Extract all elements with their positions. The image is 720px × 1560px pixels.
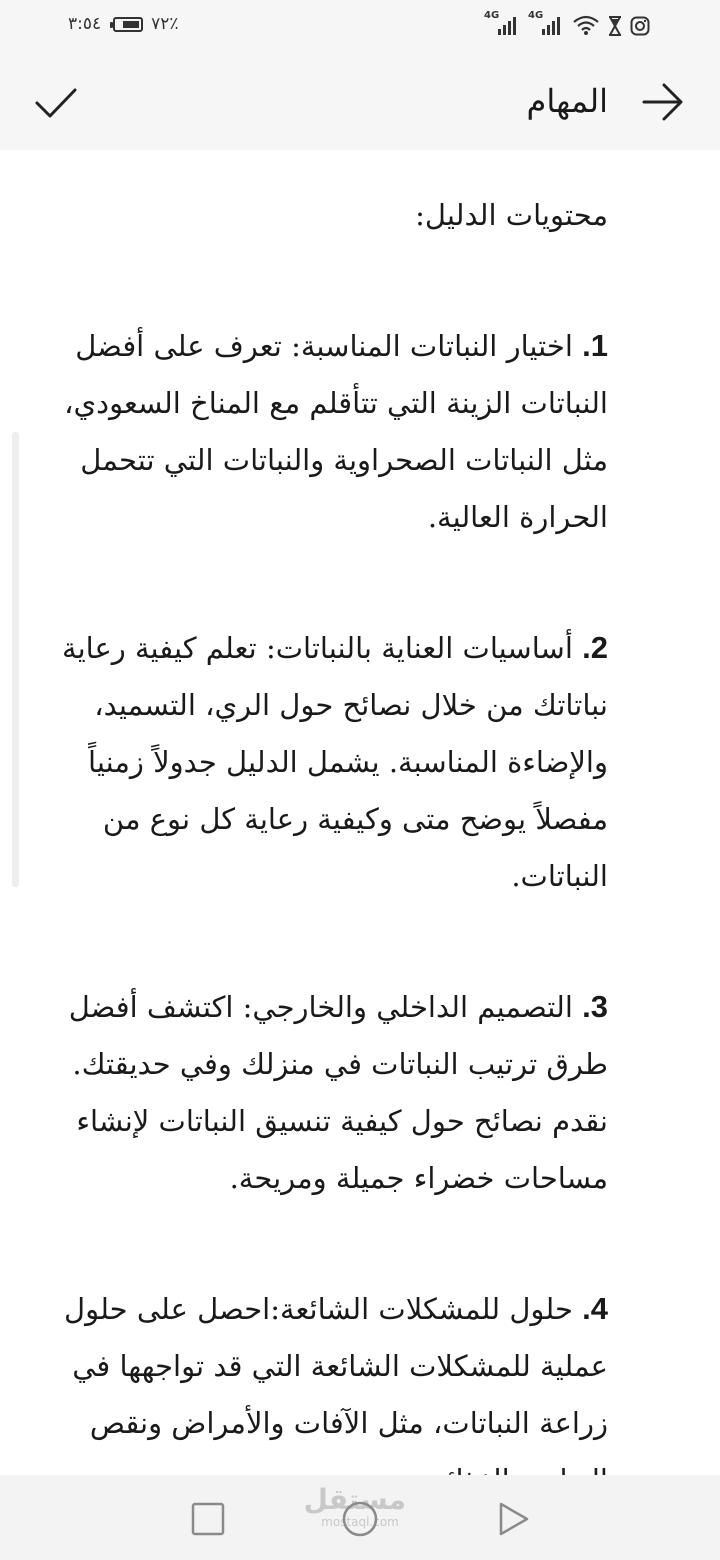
instagram-icon xyxy=(630,16,650,36)
confirm-button[interactable] xyxy=(32,78,80,126)
content-area xyxy=(38,150,608,1509)
battery-percent: ٧٢٪ xyxy=(151,14,179,34)
wifi-icon xyxy=(572,14,600,36)
status-bar xyxy=(0,0,720,52)
list-item-text: حلول للمشكلات الشائعة:احصل على حلول عملية للمشكلات الشائعة التي قد تواجهها في زراعة النباتات، مثل الآفات والأمراض ونقص xyxy=(64,1292,608,1440)
scrollbar[interactable] xyxy=(12,432,19,887)
list-item-text: اختيار النباتات المناسبة: تعرف على أفضل النباتات الزينة التي تتأقلم مع المناخ السعودي، مثل النباتات الصحراوية والنباتات التي تتحمل الحرارة العالية. xyxy=(64,329,608,534)
status-time: ٣:٥٤ xyxy=(68,14,102,34)
square-icon xyxy=(188,1499,228,1539)
list-item xyxy=(38,619,608,905)
status-left-group xyxy=(68,14,179,34)
home-button[interactable] xyxy=(340,1499,380,1539)
recents-button[interactable] xyxy=(188,1499,228,1539)
list-item xyxy=(38,317,608,546)
list-item-text: أساسيات العناية بالنباتات: تعلم كيفية رعاية نباتاتك من خلال نصائح حول الري، التسميد، والإضاءة المناسبة. يشمل الدليل جدولاً زمنياً مفصلاً يوضح متى وكيفية رعاية كل نوع من النباتات. xyxy=(62,631,608,893)
list-item-number: 4. xyxy=(582,1291,608,1326)
page-title: المهام xyxy=(526,82,608,120)
watermark-arabic: مستقل xyxy=(303,1483,406,1516)
battery-icon xyxy=(109,17,143,32)
content-heading: محتويات الدليل: xyxy=(415,198,608,232)
system-back-button[interactable] xyxy=(494,1499,534,1539)
circle-icon xyxy=(340,1499,380,1539)
app-bar xyxy=(0,52,720,150)
arrow-right-icon xyxy=(640,79,686,125)
list-item-number: 1. xyxy=(582,328,608,363)
list-item-number: 2. xyxy=(582,630,608,665)
network-label: 4G xyxy=(484,10,500,21)
triangle-back-icon xyxy=(494,1499,534,1539)
checkmark-icon xyxy=(32,78,80,126)
watermark-latin: mostaql.com xyxy=(321,1515,399,1529)
network-label-2: 4G xyxy=(528,10,544,21)
status-right-group xyxy=(484,10,650,36)
list-item-text: التصميم الداخلي والخارجي: اكتشف أفضل طرق ترتيب النباتات في منزلك وفي حديقتك. نقدم نصائح حول كيفية تنسيق النباتات لإنشاء مساحات خضراء جميلة ومريحة. xyxy=(68,990,608,1195)
back-button[interactable] xyxy=(640,79,686,125)
signal-icon xyxy=(484,10,520,36)
system-nav-bar xyxy=(0,1475,720,1560)
signal-icon-2 xyxy=(528,10,564,36)
list-item-number: 3. xyxy=(582,989,608,1024)
hourglass-icon xyxy=(608,16,622,36)
list-item xyxy=(38,978,608,1207)
